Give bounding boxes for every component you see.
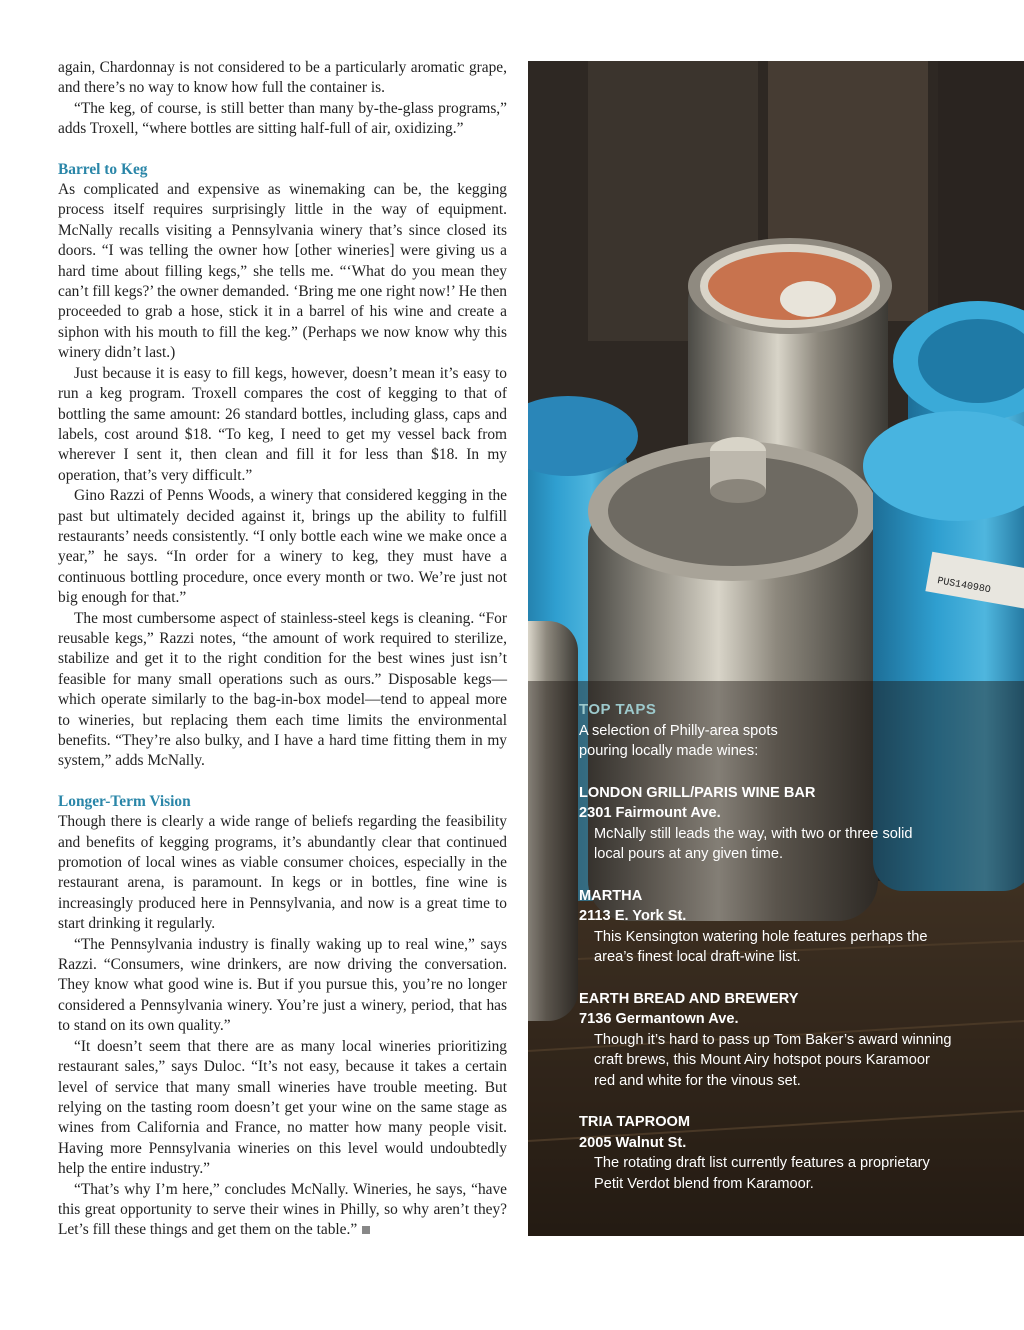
- article-paragraph: “The keg, of course, is still better than many by-the-glass programs,” adds Troxell, “where bottles are sitting half-full of air, oxidizing.”: [58, 99, 507, 138]
- sidebar-title: TOP TAPS: [579, 701, 657, 718]
- venue-entry: [579, 1112, 979, 1194]
- article-paragraph: As complicated and expensive as winemaking can be, the kegging process itself requires surprisingly little in the way of equipment. McNally recalls visiting a Pennsylvania winery that’s since closed its doors. “I was telling the owner how [other wineries] were giving us a hard time about filling kegs,” she tells me. “‘What do you mean they can’t fill kegs?’ the owner demanded. ‘Bring me one right now!’ He then proceeded to grab a hose, stick it in a barrel of his wine and create a siphon with his mouth to fill the keg.” (Perhaps we now know why this winery didn’t last.): [58, 181, 507, 362]
- venue-address: 7136 Germantown Ave.: [579, 1011, 739, 1027]
- article-paragraph: “The Pennsylvania industry is finally waking up to real wine,” says Razzi. “Consumers, wine drinkers, are now driving the conversation. They know what good wine is. But if you pursue this, you’re no longer considered a Pennsylvania winery. You’re just a winery, period, that has to stand on its own quality.”: [58, 935, 507, 1035]
- top-taps-sidebar: [579, 700, 979, 1194]
- article-paragraph: [58, 1180, 507, 1241]
- venue-entry: [579, 886, 979, 968]
- venue-name: EARTH BREAD AND BREWERY: [579, 990, 799, 1007]
- venue-address: 2113 E. York St.: [579, 908, 687, 924]
- venue-name: TRIA TAPROOM: [579, 1114, 691, 1130]
- barcode-label: PUS14098O: [936, 576, 992, 597]
- article-paragraph: Gino Razzi of Penns Woods, a winery that considered kegging in the past but ultimately decided against it, brings up the ability to fulfill restaurants’ needs consistently. “I only bottle each wine we make once a year,” he says. “In order for a winery to keg, they must have a continuous bottling procedure, once every month or two. We’re just not big enough for that.”: [58, 487, 507, 607]
- venue-entry: [579, 989, 979, 1092]
- venue-description: This Kensington watering hole features perhaps the area’s finest local draft-wine list.: [594, 928, 928, 965]
- article-paragraph: again, Chardonnay is not considered to be a particularly aromatic grape, and there’s no way to know how full the container is.: [58, 59, 507, 97]
- venue-entry: [579, 783, 979, 865]
- article-paragraph: Just because it is easy to fill kegs, however, doesn’t mean it’s easy to run a keg program. Troxell compares the cost of kegging to that of bottling the same amount: 26 standard bottles, including glass, caps and labels, cost around $18. “To keg, I need to get my vessel back from wherever I sent it, then clean and fill it for less than $18. In my operation, that’s very difficult.”: [58, 364, 507, 484]
- end-mark-icon: [362, 1226, 370, 1234]
- closing-text: “That’s why I’m here,” concludes McNally. Wineries, he says, “have this great opportunity to serve their wines in Philly, so why aren’t they? Let’s fill these things and get them on the table.”: [58, 1180, 507, 1239]
- venue-address: 2005 Walnut St.: [579, 1134, 687, 1151]
- venue-name: LONDON GRILL/PARIS WINE BAR: [579, 784, 816, 801]
- venue-address: 2301 Fairmount Ave.: [579, 805, 721, 821]
- venue-name: MARTHA: [579, 887, 643, 904]
- article-paragraph: The most cumbersome aspect of stainless-steel kegs is cleaning. “For reusable kegs,” Razzi notes, “the amount of work required to sterilize, stabilize and get it to the right condition for the best wines just isn’t feasible for many small operations such as ours.” Disposable kegs—which operate similarly to the bag-in-box model—tend to appeal more to wineries, but replacing them each time limits the environmental benefits. “They’re also bulky, and I have a hard time fitting them in my system,” adds McNally.: [58, 609, 507, 770]
- venue-description: McNally still leads the way, with two or three solid local pours at any given time.: [594, 825, 913, 862]
- article-paragraph: Though there is clearly a wide range of beliefs regarding the feasibility and benefits of kegging programs, it’s abundantly clear that continued promotion of local wines as viable consumer choices, especially in the restaurant arena, is paramount. In kegs or in bottles, fine wine is increasingly produced here in Pennsylvania, and now is a great time to start drinking it regularly.: [58, 813, 507, 933]
- article-paragraph: “It doesn’t seem that there are as many local wineries prioritizing restaurant sales,” says Duloc. “It’s not easy, because it takes a certain level of service that many small wineries have trouble meeting. But relying on the tasting room doesn’t get your wine on the same stage as wines from California and France, no matter how many people visit. Having more Pennsylvania wineries on this level would undoubtedly help the entire industry.”: [58, 1037, 507, 1178]
- article-column: [58, 58, 507, 1241]
- section-heading: Longer-Term Vision: [58, 792, 191, 810]
- section-heading: Barrel to Keg: [58, 160, 148, 178]
- venue-description: The rotating draft list currently features a proprietary Petit Verdot blend from Karamoor.: [594, 1155, 930, 1192]
- venue-description: Though it’s hard to pass up Tom Baker’s award winning craft brews, this Mount Airy hotspot pours Karamoor red and white for the vinous set.: [594, 1031, 952, 1089]
- sidebar-intro: A selection of Philly-area spots pouring locally made wines:: [579, 722, 778, 759]
